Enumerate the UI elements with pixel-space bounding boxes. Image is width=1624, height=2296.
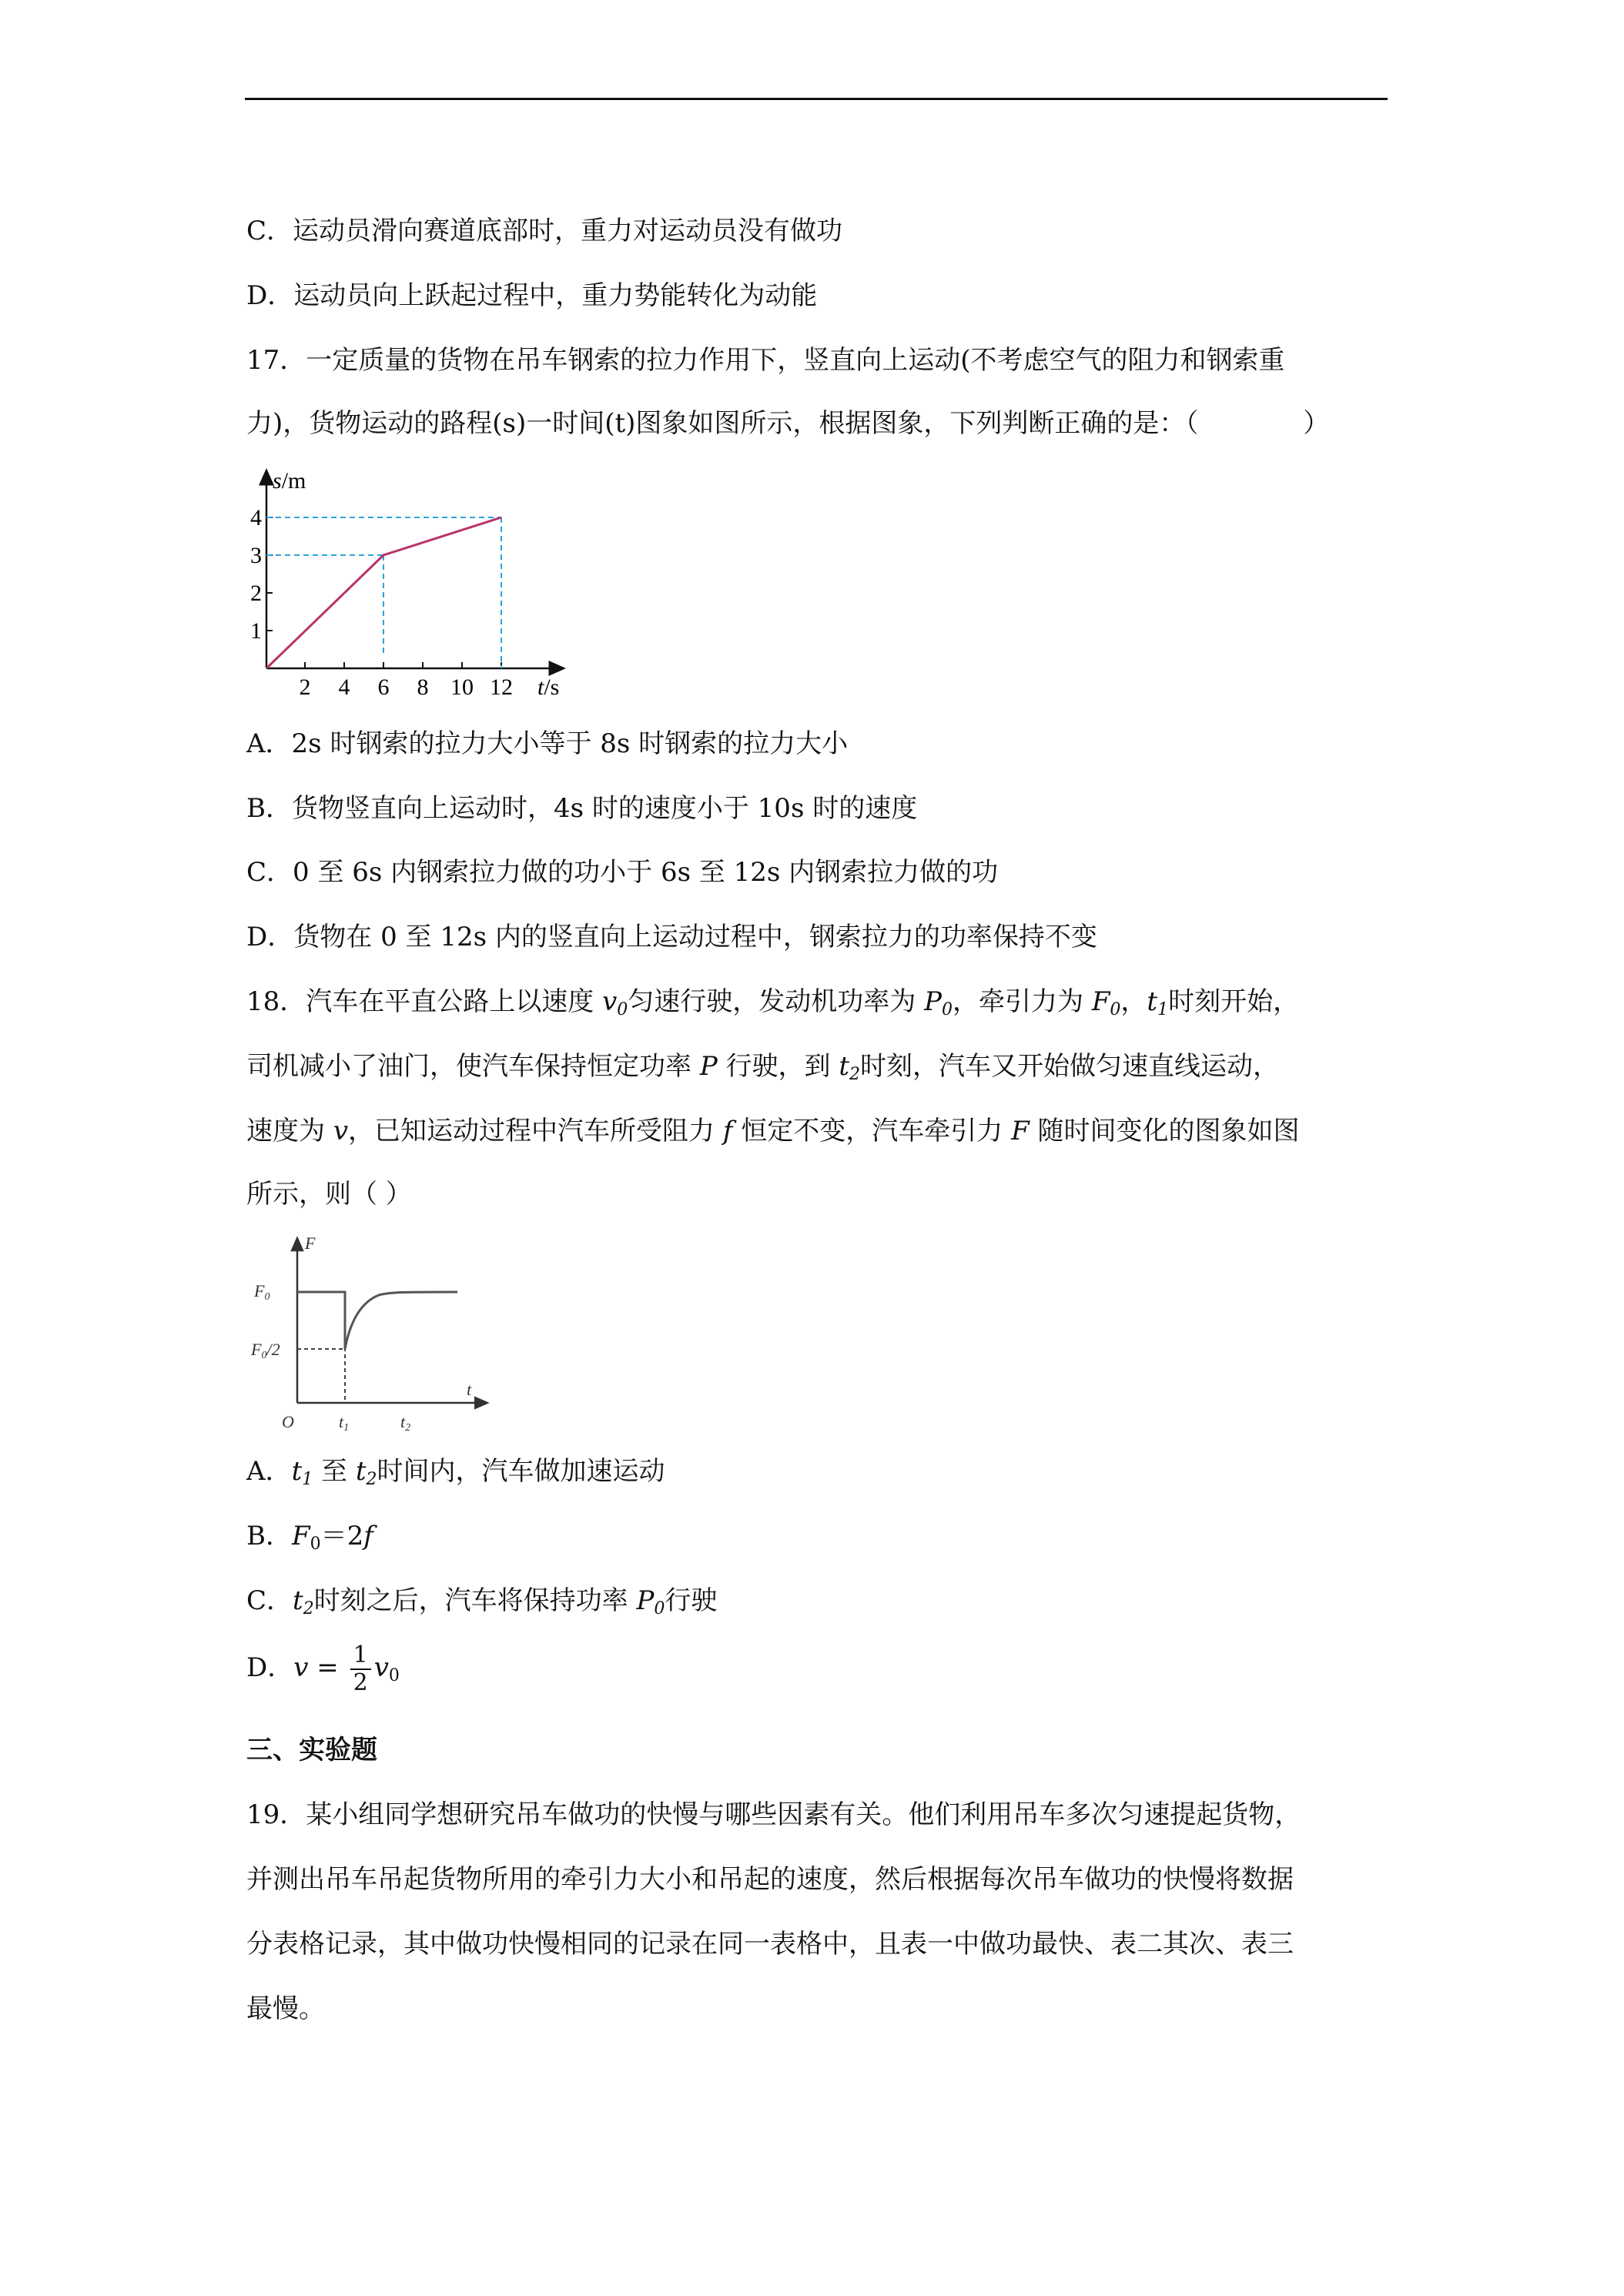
guide-lines — [297, 1292, 345, 1403]
x-tick-6: 6 — [377, 674, 390, 700]
header-rule — [245, 98, 1388, 100]
q17-option-d: D．货物在 0 至 12s 内的竖直向上运动过程中，钢索拉力的功率保持不变 — [246, 922, 1097, 952]
q19-stem-line3: 分表格记录，其中做功快慢相同的记录在同一表格中，且表一中做功最快、表二其次、表三 — [246, 1929, 1294, 1960]
origin-label: O — [282, 1412, 294, 1431]
y-tick-f0-half: F0/2 — [251, 1340, 280, 1361]
q18-stem-line1: 18．汽车在平直公路上以速度 $v_0$匀速行驶，发动机功率为 $P_0$，牵引力为 $F_0$，$t_1$时刻开始， — [246, 986, 1300, 1019]
y-axis-label: s/m — [273, 468, 306, 494]
x-axis-label: t/s — [537, 674, 560, 700]
q16-option-d: D．运动员向上跃起过程中，重力势能转化为动能 — [246, 280, 818, 311]
q19-stem-line4: 最慢。 — [246, 1993, 325, 2024]
x-tick-10: 10 — [450, 674, 474, 700]
f-t-curve — [297, 1292, 457, 1349]
q17-option-b: B．货物竖直向上运动时，4s 时的速度小于 10s 时的速度 — [246, 793, 918, 824]
x-tick-4: 4 — [338, 674, 350, 700]
q18-option-d: D．v = $\frac{1}{2}$ $v_0$ — [246, 1642, 400, 1696]
x-tick-8: 8 — [417, 674, 429, 700]
y-ticks — [250, 505, 273, 644]
section-heading: 三、实验题 — [246, 1735, 377, 1766]
q16-option-c: C．运动员滑向赛道底部时，重力对运动员没有做功 — [246, 216, 843, 246]
q17-stem-line2: 力)，货物运动的路程(s)一时间(t)图象如图所示，根据图象，下列判断正确的是：（ ） — [246, 408, 1330, 439]
q18-stem-line4: 所示，则（ ） — [246, 1179, 412, 1210]
x-tick-12: 12 — [490, 674, 513, 700]
q17-stem-line1: 17．一定质量的货物在吊车钢索的拉力作用下，竖直向上运动(不考虑空气的阻力和钢索重 — [246, 345, 1285, 376]
y-tick-4: 4 — [250, 505, 262, 530]
q17-option-a: A．2s 时钢索的拉力大小等于 8s 时钢索的拉力大小 — [246, 728, 849, 759]
q17-option-c: C．0 至 6s 内钢索拉力做的功小于 6s 至 12s 内钢索拉力做的功 — [246, 857, 999, 888]
y-tick-1: 1 — [250, 618, 262, 644]
guide-lines — [266, 517, 501, 668]
y-tick-3: 3 — [250, 543, 262, 568]
f-t-graph — [248, 1232, 494, 1440]
x-tick-t2: t2 — [400, 1412, 411, 1434]
x-axis-label: t — [467, 1380, 472, 1399]
q18-stem-line2: 司机减小了油门，使汽车保持恒定功率 P 行驶，到 $t_2$时刻，汽车又开始做匀速直线运动， — [246, 1051, 1279, 1084]
y-tick-2: 2 — [250, 581, 262, 606]
x-tick-t1: t1 — [339, 1412, 350, 1434]
q18-stem-line3: 速度为 v，已知运动过程中汽车所受阻力 f 恒定不变，汽车牵引力 F 随时间变化的图象如图 — [246, 1116, 1300, 1146]
y-axis-label: F — [305, 1233, 316, 1253]
q18-option-a: A．$t_1$ 至 $t_2$时间内，汽车做加速运动 — [246, 1456, 665, 1489]
fraction-one-half: $\frac{1}{2}$ — [350, 1642, 371, 1696]
s-t-graph — [246, 460, 585, 707]
q18-option-b: B．$F_0=2f$ — [246, 1521, 373, 1554]
y-tick-f0: F0 — [254, 1281, 270, 1303]
q19-stem-line1: 19．某小组同学想研究吊车做功的快慢与哪些因素有关。他们利用吊车多次匀速提起货物， — [246, 1799, 1301, 1830]
q19-stem-line2: 并测出吊车吊起货物所用的牵引力大小和吊起的速度，然后根据每次吊车做功的快慢将数据 — [246, 1864, 1294, 1895]
x-tick-2: 2 — [299, 674, 311, 700]
q18-option-c: C．$t_2$时刻之后，汽车将保持功率 $P_0$行驶 — [246, 1585, 718, 1618]
